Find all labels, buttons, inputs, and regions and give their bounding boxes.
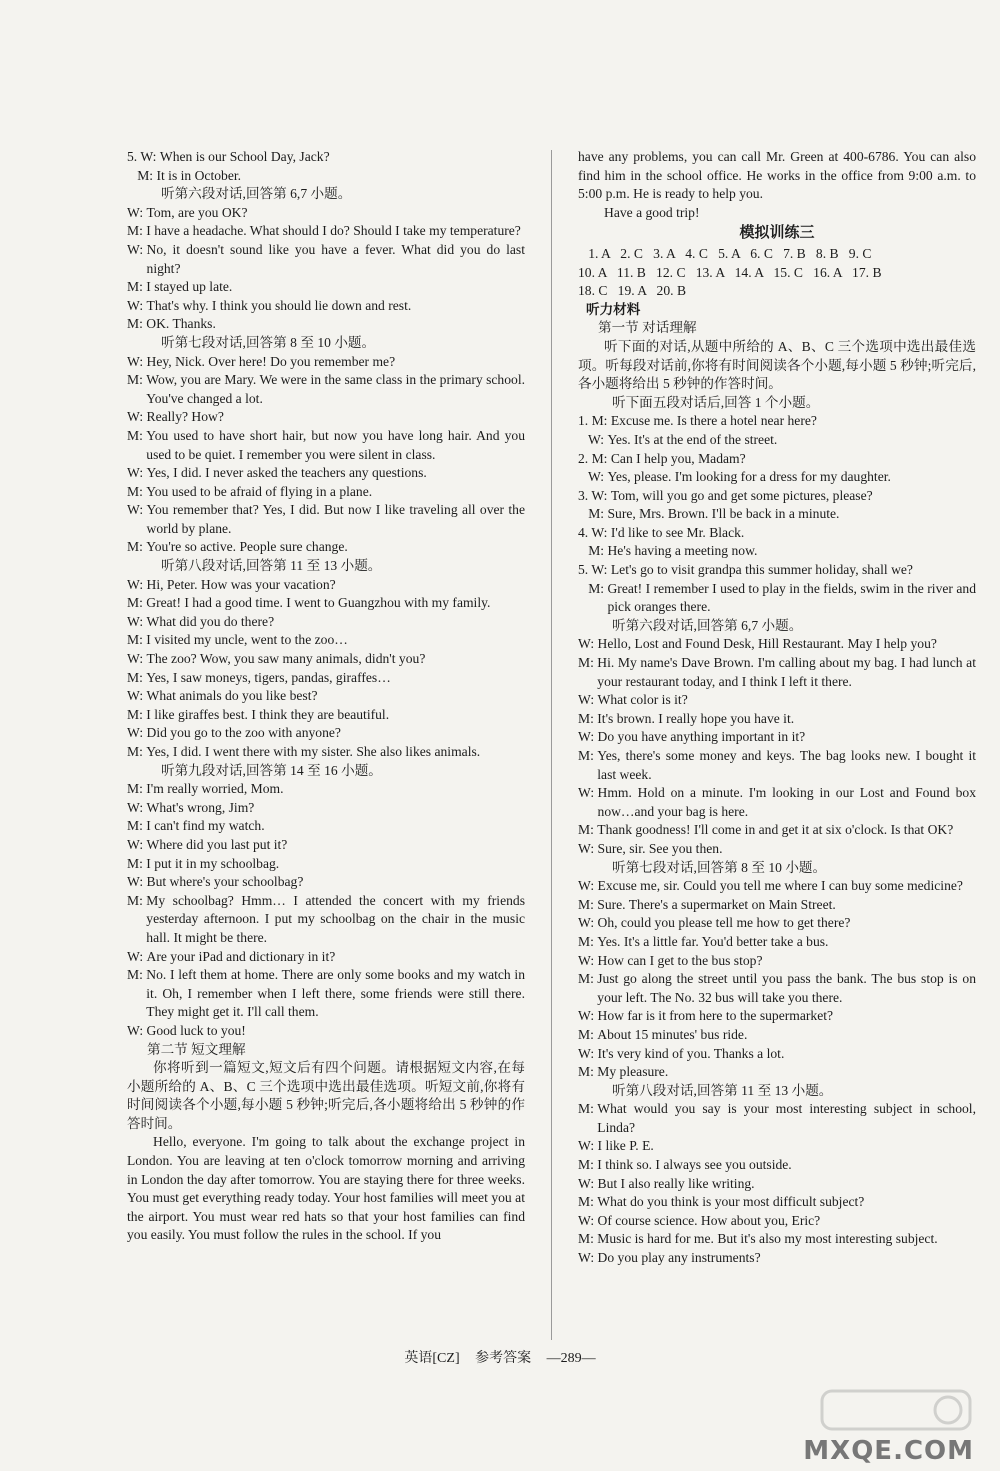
dialogue-text: Hi. My name's Dave Brown. I'm calling about my bag. I had lunch at your restaurant today, and I think I left it there. bbox=[597, 655, 976, 689]
dialogue-line bbox=[127, 650, 525, 669]
speaker-label: M: bbox=[127, 595, 147, 611]
speaker-label: W: bbox=[127, 409, 147, 425]
dialogue-text: Tom, are you OK? bbox=[146, 204, 248, 220]
dialogue-line bbox=[127, 241, 525, 278]
speaker-label: M: bbox=[127, 372, 147, 388]
dialogue-line bbox=[127, 669, 525, 688]
watermark-text: MXQE.COM bbox=[803, 1436, 974, 1467]
dialogue-line bbox=[578, 933, 976, 952]
dialogue-line bbox=[127, 148, 525, 167]
dialogue-line bbox=[127, 799, 525, 818]
right-column bbox=[578, 148, 976, 1268]
dialogue-line bbox=[578, 970, 976, 1007]
speaker-label: M: bbox=[578, 1157, 598, 1173]
paragraph: Hello, everyone. I'm going to talk about the exchange project in London. You are leaving at ten o'clock tomorrow morning and arriving in London the day after tomorrow. You are staying there for three weeks. You must get everything ready today. Your host families will meet you at the airport. You must wear red hats so that your host families can find you easily. You must follow the rules in the school. If you bbox=[127, 1134, 525, 1243]
page-number: —289— bbox=[546, 1351, 596, 1366]
dialogue-text: What animals do you like best? bbox=[146, 688, 318, 704]
dialogue-line bbox=[127, 538, 525, 557]
paragraph: 你将听到一篇短文,短文后有四个问题。请根据短文内容,在每小题所给的 A、B、C 三个选项中选出最佳选项。听短文前,你将有时间阅读各个小题,每小题 5 秒钟;听完后,各小题将给出 5 秒钟的作答时间。 bbox=[127, 1060, 525, 1131]
dialogue-line bbox=[578, 784, 976, 821]
dialogue-line bbox=[578, 580, 976, 617]
dialogue-text: It's brown. I really hope you have it. bbox=[597, 710, 795, 726]
speaker-label: W: bbox=[578, 915, 598, 931]
dialogue-line bbox=[127, 371, 525, 408]
dialogue-line bbox=[578, 468, 976, 487]
dialogue-text: Yes, there's some money and keys. The bag looks new. I bought it last week. bbox=[597, 748, 976, 782]
part-heading: 第二节 短文理解 bbox=[147, 1041, 246, 1057]
dialogue-text: Did you go to the zoo with anyone? bbox=[146, 725, 341, 741]
dialogue-line bbox=[127, 297, 525, 316]
speaker-label: W: bbox=[127, 651, 147, 667]
speaker-label: W: bbox=[578, 878, 598, 894]
dialogue-line bbox=[127, 315, 525, 334]
dialogue-line bbox=[127, 855, 525, 874]
section-instruction: 听第八段对话,回答第 11 至 13 小题。 bbox=[612, 1082, 833, 1098]
speaker-label: W: bbox=[127, 948, 147, 964]
speaker-label: M: bbox=[127, 167, 157, 183]
dialogue-line bbox=[578, 1045, 976, 1064]
dialogue-line bbox=[127, 204, 525, 223]
section-instruction: 听第六段对话,回答第 6,7 小题。 bbox=[161, 186, 352, 202]
section-instruction: 听第八段对话,回答第 11 至 13 小题。 bbox=[161, 558, 382, 574]
dialogue-text: Are your iPad and dictionary in it? bbox=[146, 948, 336, 964]
paragraph: Have a good trip! bbox=[604, 204, 700, 220]
dialogue-line bbox=[578, 635, 976, 654]
dialogue-text: I like giraffes best. I think they are beautiful. bbox=[146, 706, 390, 722]
dialogue-text: I'd like to see Mr. Black. bbox=[610, 524, 745, 540]
dialogue-text: What would you say is your most interesting subject in school, Linda? bbox=[597, 1101, 976, 1135]
section-instruction: 听第九段对话,回答第 14 至 16 小题。 bbox=[161, 762, 382, 778]
speaker-label: W: bbox=[578, 1008, 598, 1024]
dialogue-text: Wow, you are Mary. We were in the same class in the primary school. You've changed a lot. bbox=[146, 372, 525, 406]
dialogue-text: Great! I remember I used to play in the fields, swim in the river and pick oranges there. bbox=[607, 580, 976, 615]
dialogue-line bbox=[127, 687, 525, 706]
speaker-label: W: bbox=[127, 204, 147, 220]
dialogue-text: I have a headache. What should I do? Should I take my temperature? bbox=[146, 223, 521, 239]
material-heading: 听力材料 bbox=[586, 301, 641, 317]
dialogue-text: The zoo? Wow, you saw many animals, didn't you? bbox=[146, 651, 426, 667]
speaker-label: 2. M: bbox=[578, 450, 611, 466]
dialogue-line bbox=[578, 1007, 976, 1026]
dialogue-text: What did you do there? bbox=[146, 613, 275, 629]
dialogue-text: Yes, I did. I never asked the teachers any questions. bbox=[146, 465, 427, 481]
speaker-label: M: bbox=[578, 506, 608, 522]
dialogue-text: Do you play any instruments? bbox=[597, 1250, 761, 1266]
speaker-label: M: bbox=[578, 1231, 598, 1247]
dialogue-text: Of course science. How about you, Eric? bbox=[597, 1212, 821, 1228]
speaker-label: M: bbox=[127, 855, 147, 871]
dialogue-text: No, it doesn't sound like you have a fever. What did you do last night? bbox=[146, 241, 525, 276]
dialogue-line bbox=[578, 691, 976, 710]
answer-row: 10. A 11. B 12. C 13. A 14. A 15. C 16. A 17. B bbox=[578, 264, 882, 280]
dialogue-line bbox=[578, 1193, 976, 1212]
dialogue-text: OK. Thanks. bbox=[146, 316, 216, 332]
dialogue-text: Just go along the street until you pass the bank. The bus stop is on your left. The No. 32 bus will take you there. bbox=[597, 971, 976, 1005]
dialogue-line bbox=[578, 821, 976, 840]
dialogue-text: I put it in my schoolbag. bbox=[146, 855, 280, 871]
speaker-label: W: bbox=[127, 836, 147, 852]
dialogue-line bbox=[578, 728, 976, 747]
dialogue-text: Sure, sir. See you then. bbox=[597, 840, 723, 856]
dialogue-line bbox=[578, 1212, 976, 1231]
speaker-label: M: bbox=[127, 818, 147, 834]
dialogue-text: Yes. It's a little far. You'd better take a bus. bbox=[597, 933, 829, 949]
section-title: 模拟训练三 bbox=[739, 225, 815, 242]
dialogue-text: My pleasure. bbox=[597, 1064, 669, 1080]
speaker-label: M: bbox=[127, 223, 147, 239]
dialogue-line bbox=[127, 631, 525, 650]
dialogue-text: Excuse me, sir. Could you tell me where I can buy some medicine? bbox=[597, 878, 963, 894]
dialogue-line bbox=[578, 1175, 976, 1194]
speaker-label: M: bbox=[578, 896, 598, 912]
dialogue-line bbox=[127, 408, 525, 427]
dialogue-line bbox=[578, 1156, 976, 1175]
dialogue-line bbox=[127, 817, 525, 836]
speaker-label: W: bbox=[127, 725, 147, 741]
dialogue-text: My schoolbag? Hmm… I attended the concert with my friends yesterday afternoon. I put my schoolbag on the chair in the music hall. It might be there. bbox=[146, 892, 525, 945]
dialogue-text: Where did you last put it? bbox=[146, 836, 288, 852]
speaker-label: W: bbox=[127, 799, 147, 815]
dialogue-line bbox=[578, 524, 976, 543]
footer-subject: 英语[CZ] bbox=[404, 1351, 460, 1366]
speaker-label: M: bbox=[127, 427, 147, 443]
speaker-label: M: bbox=[127, 892, 147, 908]
dialogue-text: You used to be afraid of flying in a plane. bbox=[146, 483, 373, 499]
dialogue-text: But where's your schoolbag? bbox=[146, 874, 304, 890]
speaker-label: M: bbox=[578, 748, 598, 763]
speaker-label: W: bbox=[127, 502, 147, 518]
speaker-label: W: bbox=[127, 297, 147, 313]
speaker-label: W: bbox=[578, 431, 608, 447]
dialogue-line bbox=[127, 780, 525, 799]
dialogue-text: You used to have short hair, but now you have long hair. And you used to be quiet. I remember you were silent in class. bbox=[146, 427, 525, 462]
left-column bbox=[127, 148, 525, 1245]
dialogue-line bbox=[578, 487, 976, 506]
answer-row: 18. C 19. A 20. B bbox=[578, 283, 687, 299]
dialogue-line bbox=[578, 542, 976, 561]
speaker-label: W: bbox=[578, 785, 598, 801]
dialogue-line bbox=[578, 1249, 976, 1268]
speaker-label: W: bbox=[578, 636, 598, 652]
speaker-label: 3. W: bbox=[578, 487, 611, 503]
dialogue-text: He's having a meeting now. bbox=[607, 543, 758, 559]
speaker-label: 1. M: bbox=[578, 413, 611, 429]
dialogue-line bbox=[127, 724, 525, 743]
speaker-label: M: bbox=[578, 655, 598, 671]
dialogue-text: Hello, Lost and Found Desk, Hill Restaurant. May I help you? bbox=[597, 636, 937, 652]
speaker-label: M: bbox=[578, 933, 598, 949]
paragraph: 听下面的对话,从题中所给的 A、B、C 三个选项中选出最佳选项。听每段对话前,你将有时间阅读各个小题,每小题 5 秒钟;听完后,各小题将给出 5 秒钟的作答时间。 bbox=[578, 338, 976, 392]
dialogue-text: I stayed up late. bbox=[146, 279, 233, 295]
dialogue-line bbox=[127, 167, 525, 186]
speaker-label: M: bbox=[578, 710, 598, 726]
dialogue-line bbox=[127, 743, 525, 762]
answer-row: 1. A 2. C 3. A 4. C 5. A 6. C 7. B 8. B 9. C bbox=[578, 245, 872, 261]
dialogue-line bbox=[127, 836, 525, 855]
speaker-label: M: bbox=[127, 669, 147, 685]
dialogue-text: No. I left them at home. There are only some books and my watch in it. Oh, I remember when I left there, some friends were still there. They might get it. I'll call them. bbox=[146, 967, 525, 1020]
speaker-label: M: bbox=[578, 1101, 598, 1117]
dialogue-text: That's why. I think you should lie down and rest. bbox=[146, 297, 412, 313]
speaker-label: M: bbox=[127, 632, 147, 648]
speaker-label: M: bbox=[127, 279, 147, 295]
dialogue-line bbox=[578, 1137, 976, 1156]
dialogue-line bbox=[578, 896, 976, 915]
dialogue-line bbox=[127, 594, 525, 613]
dialogue-line bbox=[127, 948, 525, 967]
dialogue-text: What's wrong, Jim? bbox=[146, 799, 255, 815]
dialogue-line bbox=[578, 747, 976, 784]
speaker-label: 5. W: bbox=[127, 149, 160, 164]
dialogue-text: Yes, I did. I went there with my sister. She also likes animals. bbox=[146, 744, 481, 759]
speaker-label: W: bbox=[578, 1045, 598, 1061]
dialogue-text: I visited my uncle, went to the zoo… bbox=[146, 632, 348, 648]
speaker-label: 5. W: bbox=[578, 562, 611, 578]
dialogue-text: When is our School Day, Jack? bbox=[159, 149, 330, 164]
dialogue-line bbox=[127, 873, 525, 892]
dialogue-text: Excuse me. Is there a hotel near here? bbox=[610, 413, 817, 429]
speaker-label: M: bbox=[578, 822, 598, 838]
speaker-label: M: bbox=[127, 706, 147, 722]
dialogue-line bbox=[127, 613, 525, 632]
dialogue-line bbox=[578, 654, 976, 691]
dialogue-text: Music is hard for me. But it's also my most interesting subject. bbox=[597, 1231, 938, 1247]
section-instruction: 听第六段对话,回答第 6,7 小题。 bbox=[612, 617, 803, 633]
speaker-label: M: bbox=[127, 483, 147, 499]
section-instruction: 听第七段对话,回答第 8 至 10 小题。 bbox=[612, 859, 827, 875]
dialogue-line bbox=[578, 450, 976, 469]
dialogue-text: It's very kind of you. Thanks a lot. bbox=[597, 1045, 785, 1061]
dialogue-text: I can't find my watch. bbox=[146, 818, 265, 834]
dialogue-text: Let's go to visit grandpa this summer holiday, shall we? bbox=[610, 562, 913, 578]
speaker-label: W: bbox=[127, 576, 147, 592]
speaker-label: W: bbox=[127, 874, 147, 890]
dialogue-text: Really? How? bbox=[146, 409, 224, 425]
dialogue-line bbox=[578, 914, 976, 933]
dialogue-line bbox=[578, 412, 976, 431]
speaker-label: M: bbox=[578, 1194, 598, 1210]
speaker-label: 4. W: bbox=[578, 524, 611, 540]
dialogue-text: It is in October. bbox=[156, 167, 242, 183]
dialogue-text: How can I get to the bus stop? bbox=[597, 952, 763, 968]
speaker-label: W: bbox=[578, 840, 598, 856]
dialogue-text: Do you have anything important in it? bbox=[597, 729, 806, 745]
dialogue-line bbox=[127, 222, 525, 241]
dialogue-text: You remember that? Yes, I did. But now I like traveling all over the world by plane. bbox=[146, 502, 525, 536]
speaker-label: W: bbox=[578, 952, 598, 968]
section-instruction: 听第七段对话,回答第 8 至 10 小题。 bbox=[161, 334, 376, 350]
speaker-label: M: bbox=[127, 316, 147, 332]
dialogue-line bbox=[127, 892, 525, 948]
column-divider bbox=[551, 150, 552, 1340]
speaker-label: M: bbox=[578, 543, 608, 559]
dialogue-text: I think so. I always see you outside. bbox=[597, 1157, 792, 1173]
dialogue-line bbox=[578, 952, 976, 971]
dialogue-text: Sure, Mrs. Brown. I'll be back in a minute. bbox=[607, 506, 840, 522]
dialogue-line bbox=[127, 966, 525, 1022]
paragraph: have any problems, you can call Mr. Green at 400-6786. You can also find him in the school office. He works in the office from 9:00 a.m. to 5:00 p.m. He is ready to help you. bbox=[578, 149, 976, 202]
dialogue-line bbox=[127, 464, 525, 483]
dialogue-text: I'm really worried, Mom. bbox=[146, 781, 284, 797]
dialogue-text: Good luck to you! bbox=[146, 1022, 246, 1038]
dialogue-line bbox=[127, 501, 525, 538]
footer-label: 参考答案 bbox=[475, 1351, 532, 1366]
speaker-label: W: bbox=[578, 1138, 598, 1154]
speaker-label: M: bbox=[127, 539, 147, 555]
dialogue-line bbox=[127, 427, 525, 464]
speaker-label: W: bbox=[127, 613, 147, 629]
speaker-label: W: bbox=[578, 1250, 598, 1266]
speaker-label: W: bbox=[578, 469, 608, 485]
speaker-label: W: bbox=[127, 353, 147, 369]
speaker-label: W: bbox=[127, 465, 147, 481]
dialogue-text: Yes. It's at the end of the street. bbox=[607, 431, 778, 447]
dialogue-text: I like P. E. bbox=[597, 1138, 654, 1154]
dialogue-text: Yes, I saw moneys, tigers, pandas, giraffes… bbox=[146, 669, 391, 685]
dialogue-text: What color is it? bbox=[597, 692, 688, 708]
dialogue-line bbox=[578, 877, 976, 896]
speaker-label: M: bbox=[578, 1064, 598, 1080]
dialogue-line bbox=[127, 576, 525, 595]
dialogue-text: How far is it from here to the supermarket? bbox=[597, 1008, 834, 1024]
dialogue-line bbox=[127, 353, 525, 372]
dialogue-line bbox=[127, 483, 525, 502]
speaker-label: M: bbox=[578, 971, 598, 987]
dialogue-line bbox=[578, 505, 976, 524]
dialogue-text: What do you think is your most difficult subject? bbox=[597, 1194, 865, 1210]
dialogue-line bbox=[127, 278, 525, 297]
speaker-label: M: bbox=[578, 1026, 598, 1042]
dialogue-line bbox=[578, 1026, 976, 1045]
speaker-label: W: bbox=[578, 1212, 598, 1228]
speaker-label: W: bbox=[127, 688, 147, 704]
dialogue-text: Can I help you, Madam? bbox=[610, 450, 746, 466]
speaker-label: M: bbox=[127, 967, 147, 983]
dialogue-line bbox=[127, 1022, 525, 1041]
dialogue-text: Tom, will you go and get some pictures, please? bbox=[610, 487, 873, 503]
part-heading: 第一节 对话理解 bbox=[598, 320, 697, 336]
dialogue-text: You're so active. People sure change. bbox=[146, 539, 348, 555]
section-instruction: 听下面五段对话后,回答 1 个小题。 bbox=[612, 394, 820, 410]
page-footer bbox=[0, 1350, 1000, 1369]
speaker-label: W: bbox=[578, 692, 598, 708]
dialogue-text: Hi, Peter. How was your vacation? bbox=[146, 576, 336, 592]
dialogue-text: Sure. There's a supermarket on Main Street. bbox=[597, 896, 836, 912]
speaker-label: W: bbox=[127, 241, 147, 257]
dialogue-line bbox=[578, 1100, 976, 1137]
dialogue-text: Hmm. Hold on a minute. I'm looking in our Lost and Found box now…and your bag is here. bbox=[597, 785, 976, 819]
speaker-label: M: bbox=[127, 744, 147, 759]
dialogue-line bbox=[578, 431, 976, 450]
dialogue-text: But I also really like writing. bbox=[597, 1175, 755, 1191]
dialogue-line bbox=[578, 561, 976, 580]
dialogue-line bbox=[578, 710, 976, 729]
dialogue-line bbox=[578, 1230, 976, 1249]
dialogue-text: Great! I had a good time. I went to Guangzhou with my family. bbox=[146, 595, 491, 611]
speaker-label: W: bbox=[578, 1175, 598, 1191]
dialogue-text: Thank goodness! I'll come in and get it at six o'clock. Is that OK? bbox=[597, 822, 954, 838]
speaker-label: W: bbox=[127, 1022, 147, 1038]
speaker-label: M: bbox=[127, 781, 147, 797]
dialogue-text: Yes, please. I'm looking for a dress for my daughter. bbox=[607, 469, 891, 485]
dialogue-text: Oh, could you please tell me how to get there? bbox=[597, 915, 851, 931]
dialogue-line bbox=[127, 706, 525, 725]
speaker-label: M: bbox=[578, 580, 608, 596]
speaker-label: W: bbox=[578, 729, 598, 745]
dialogue-text: About 15 minutes' bus ride. bbox=[597, 1026, 748, 1042]
dialogue-text: Hey, Nick. Over here! Do you remember me? bbox=[146, 353, 396, 369]
dialogue-line bbox=[578, 840, 976, 859]
dialogue-line bbox=[578, 1063, 976, 1082]
